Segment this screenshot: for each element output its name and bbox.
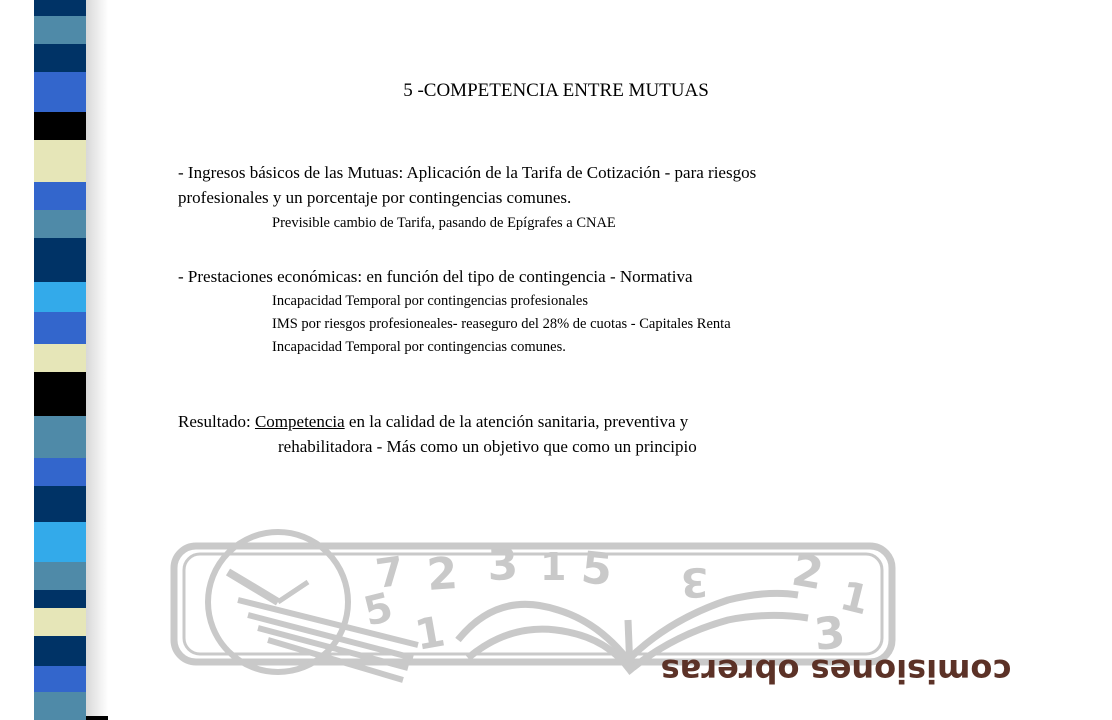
- section2-subitem-3: Incapacidad Temporal por contingencias comunes.: [272, 339, 566, 355]
- result-label: Resultado:: [178, 412, 255, 431]
- strip-block: [34, 182, 86, 210]
- strip-block: [34, 636, 86, 666]
- section1-line1: - Ingresos básicos de las Mutuas: Aplicación de la Tarifa de Cotización - para riesgos: [178, 163, 757, 182]
- logo-number: 3: [679, 558, 710, 605]
- strip-block: [34, 590, 86, 608]
- strip-block: [34, 372, 86, 416]
- strip-block: [34, 44, 86, 72]
- result-keyword: Competencia: [254, 412, 345, 431]
- section2-subitem-2: IMS por riesgos profesioneales- reaseguro del 28% de cuotas - Capitales Renta: [272, 316, 731, 332]
- strip-block: [34, 344, 86, 372]
- strip-bottom-line: [86, 716, 108, 720]
- section2-line1: - Prestaciones económicas: en función del tipo de contingencia - Normativa: [178, 267, 693, 286]
- strip-block: [34, 112, 86, 140]
- slide-title: 5 -COMPETENCIA ENTRE MUTUAS: [403, 80, 709, 101]
- strip-block: [34, 140, 86, 182]
- strip-block: [34, 458, 86, 486]
- logo-number: 5: [359, 584, 398, 636]
- strip-block: [34, 608, 86, 636]
- logo-number: 7: [372, 548, 407, 598]
- strip-shadow: [86, 0, 108, 720]
- logo-number: 1: [411, 606, 449, 660]
- strip-block: [34, 16, 86, 44]
- strip-block: [34, 522, 86, 562]
- strip-block: [34, 486, 86, 522]
- strip-block: [34, 666, 86, 692]
- comisiones-obreras-logo: [168, 538, 1012, 720]
- strip-block: [34, 312, 86, 344]
- section1-subitem: Previsible cambio de Tarifa, pasando de Epígrafes a CNAE: [272, 215, 616, 231]
- logo-number: 1: [835, 573, 874, 625]
- logo-number: 5: [578, 542, 615, 597]
- strip-block: [34, 210, 86, 238]
- brand-wordmark: comisiones obreras: [660, 652, 1012, 690]
- strip-block: [34, 416, 86, 458]
- logo-number: 3: [811, 607, 848, 661]
- section1-line2: profesionales y un porcentaje por contingencias comunes.: [178, 188, 572, 207]
- logo-number: 2: [788, 544, 828, 601]
- strip-block: [34, 254, 86, 282]
- strip-block: [34, 282, 86, 312]
- strip-block: [34, 562, 86, 590]
- logo-number: 1: [540, 545, 567, 589]
- result-line2: rehabilitadora - Más como un objetivo que como un principio: [278, 437, 697, 456]
- strip-block: [34, 0, 86, 16]
- logo-number: 2: [425, 547, 460, 601]
- strip-block: [34, 238, 86, 254]
- result-line1: [178, 409, 688, 434]
- section2-subitem-1: Incapacidad Temporal por contingencias profesionales: [272, 293, 588, 309]
- decorative-color-strip: [34, 0, 86, 720]
- logo-number: 3: [486, 538, 519, 591]
- strip-block: [34, 692, 86, 720]
- result-rest: en la calidad de la atención sanitaria, preventiva y: [344, 412, 689, 431]
